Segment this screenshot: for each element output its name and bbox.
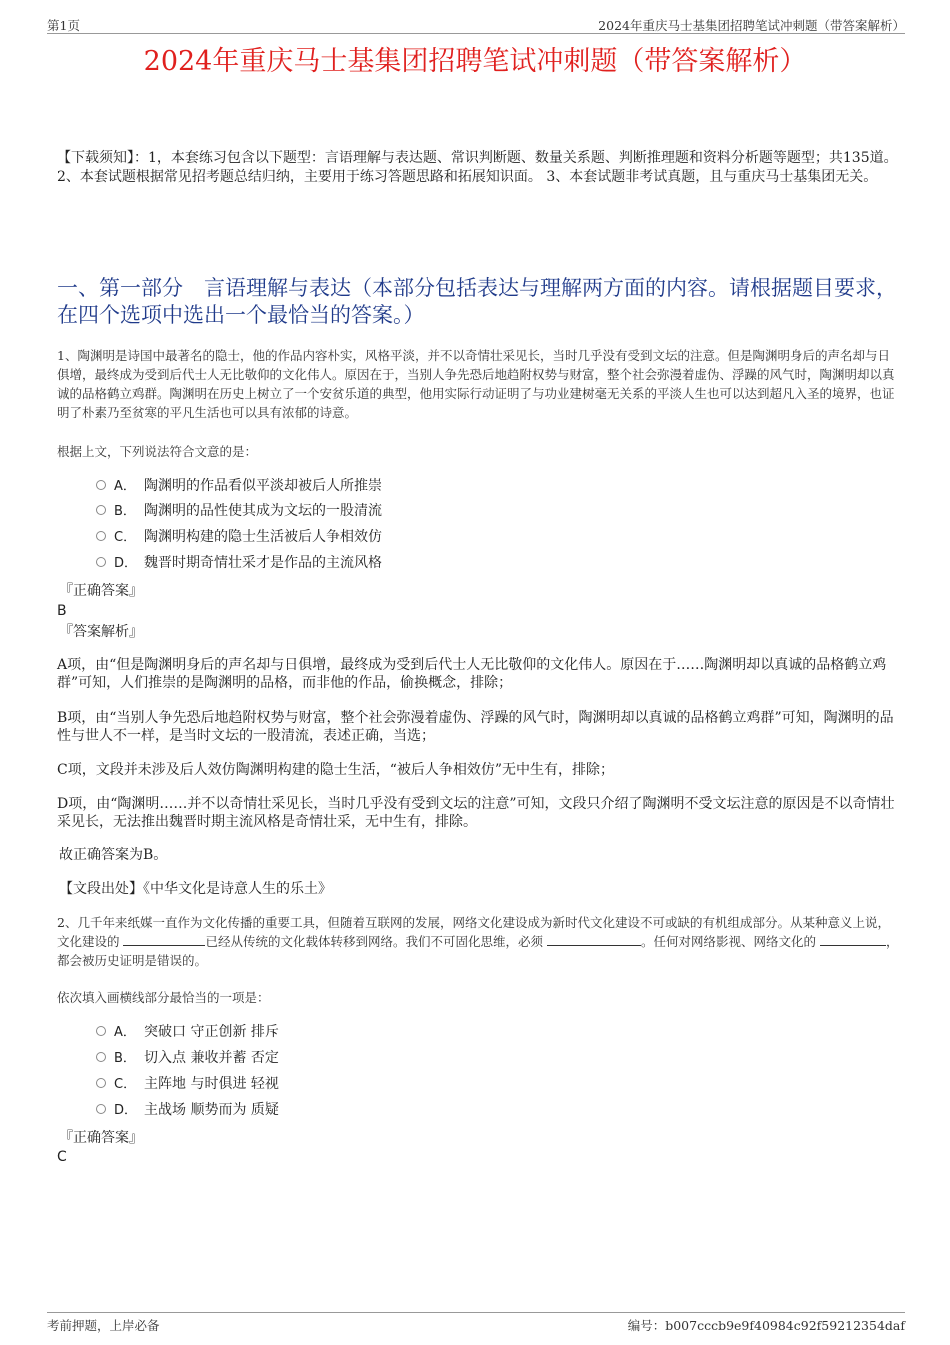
q1-option-b[interactable]	[96, 500, 856, 522]
q1-analysis-label: 『答案解析』	[59, 624, 143, 640]
q1-explanation-c: C项，文段并未涉及后人效仿陶渊明构建的隐士生活，“被后人争相效仿”无中生有，排除；	[57, 762, 615, 778]
section-heading: 一、第一部分 言语理解与表达（本部分包括表达与理解两方面的内容。请根据题目要求，在四个选项中选出一个最恰当的答案。）	[57, 276, 897, 327]
q1-option-a[interactable]	[96, 475, 856, 497]
q1-source: 【文段出处】《中华文化是诗意人生的乐土》	[59, 881, 332, 897]
q2-answer: C	[57, 1149, 67, 1165]
radio-icon[interactable]	[96, 1026, 106, 1036]
header-doc-title: 2024年重庆马士基集团招聘笔试冲刺题（带答案解析）	[598, 18, 905, 33]
question-2-prompt: 依次填入画横线部分最恰当的一项是：	[57, 990, 270, 1005]
blank-3	[820, 933, 886, 946]
option-text: 陶渊明的品性使其成为文坛的一股清流	[144, 503, 382, 519]
radio-icon[interactable]	[96, 1052, 106, 1062]
footer-slogan: 考前押题，上岸必备	[47, 1318, 160, 1333]
option-letter: B．	[114, 504, 136, 519]
option-letter: D．	[114, 1103, 138, 1118]
option-letter: D．	[114, 556, 138, 571]
q1-answer-label: 『正确答案』	[59, 583, 143, 599]
option-letter: B．	[114, 1051, 136, 1066]
option-text: 陶渊明构建的隐士生活被后人争相效仿	[144, 529, 382, 545]
footer-doc-id: 编号：b007cccb9e9f40984c92f59212354daf	[627, 1318, 905, 1333]
q2-option-d[interactable]	[96, 1099, 856, 1121]
option-letter: C．	[114, 1077, 137, 1092]
q1-explanation-a: A项，由“但是陶渊明身后的声名却与日俱增，最终成为受到后代士人无比敬仰的文化伟人。原因在于……陶渊明却以真诚的品格鹤立鸡群”可知，人们推崇的是陶渊明的品格，而非他的作品，偷换概念，排除；	[57, 657, 887, 691]
radio-icon[interactable]	[96, 531, 106, 541]
page-footer	[47, 1312, 905, 1333]
q1-option-d[interactable]	[96, 552, 856, 574]
option-letter: C．	[114, 530, 137, 545]
question-1-text: 1、陶渊明是诗国中最著名的隐士，他的作品内容朴实，风格平淡，并不以奇情壮采见长，当时几乎没有受到文坛的注意。但是陶渊明身后的声名却与日俱增，最终成为受到后代士人无比敬仰的文化伟人。原因在于，当别人争先恐后地趋附权势与财富，整个社会弥漫着虚伪、浮躁的风气时，陶渊明却以真诚的品格鹤立鸡群。陶渊明在历史上树立了一个安贫乐道的典型，他用实际行动证明了与功业建树毫无关系的平淡人生也可以达到超凡入圣的境界，也证明了朴素乃至贫寒的平凡生活也可以具有浓郁的诗意。	[57, 348, 895, 420]
blank-1	[123, 933, 205, 946]
option-text: 魏晋时期奇情壮采才是作品的主流风格	[144, 555, 382, 571]
q1-answer: B	[57, 603, 67, 619]
option-letter: A．	[114, 1025, 136, 1040]
q2-answer-label: 『正确答案』	[59, 1130, 143, 1146]
option-text: 陶渊明的作品看似平淡却被后人所推崇	[144, 478, 382, 494]
question-1-prompt: 根据上文，下列说法符合文意的是：	[57, 444, 258, 459]
q2-option-c[interactable]	[96, 1073, 856, 1095]
option-text: 主阵地 与时俱进 轻视	[144, 1076, 279, 1092]
download-notice: 【下载须知】：1，本套练习包含以下题型：言语理解与表达题、常识判断题、数量关系题、判断推理题和资料分析题等题型；共135道。 2、本套试题根据常见招考题总结归纳，主要用于练习答题思路和拓展知识面。 3、本套试题非考试真题，且与重庆马士基集团无关。	[57, 150, 898, 185]
option-letter: A．	[114, 479, 136, 494]
q1-explanation-b: B项，由“当别人争先恐后地趋附权势与财富，整个社会弥漫着虚伪、浮躁的风气时，陶渊明却以真诚的品格鹤立鸡群”可知，陶渊明的品性与世人不一样，是当时文坛的一股清流，表述正确，当选；	[57, 710, 894, 744]
q1-option-c[interactable]	[96, 526, 856, 548]
option-text: 主战场 顺势而为 质疑	[144, 1102, 279, 1118]
option-text: 切入点 兼收并蓄 否定	[144, 1050, 279, 1066]
radio-icon[interactable]	[96, 1104, 106, 1114]
q1-explanation-d: D项，由“陶渊明……并不以奇情壮采见长，当时几乎没有受到文坛的注意”可知，文段只介绍了陶渊明不受文坛注意的原因是不以奇情壮采见长，无法推出魏晋时期主流风格是奇情壮采，无中生有，排除。	[57, 796, 895, 830]
radio-icon[interactable]	[96, 557, 106, 567]
document-title: 2024年重庆马士基集团招聘笔试冲刺题（带答案解析）	[143, 46, 807, 77]
radio-icon[interactable]	[96, 505, 106, 515]
radio-icon[interactable]	[96, 1078, 106, 1088]
q2-option-b[interactable]	[96, 1047, 856, 1069]
option-text: 突破口 守正创新 排斥	[144, 1024, 279, 1040]
page-header	[47, 14, 905, 34]
radio-icon[interactable]	[96, 480, 106, 490]
blank-2	[547, 933, 641, 946]
page-number: 第1页	[47, 18, 80, 33]
q2-option-a[interactable]	[96, 1021, 856, 1043]
question-2-text: 2、几千年来纸媒一直作为文化传播的重要工具，但随着互联网的发展，网络文化建设成为新时代文化建设不可或缺的有机组成部分。从某种意义上说，文化建设的 已经从传统的文化载体转移到网络。我们不可固化思维，必须 。任何对网络影视、网络文化的 ，都会被历史证明是错误的。	[57, 915, 899, 968]
q1-conclusion: 故正确答案为B。	[59, 847, 168, 863]
